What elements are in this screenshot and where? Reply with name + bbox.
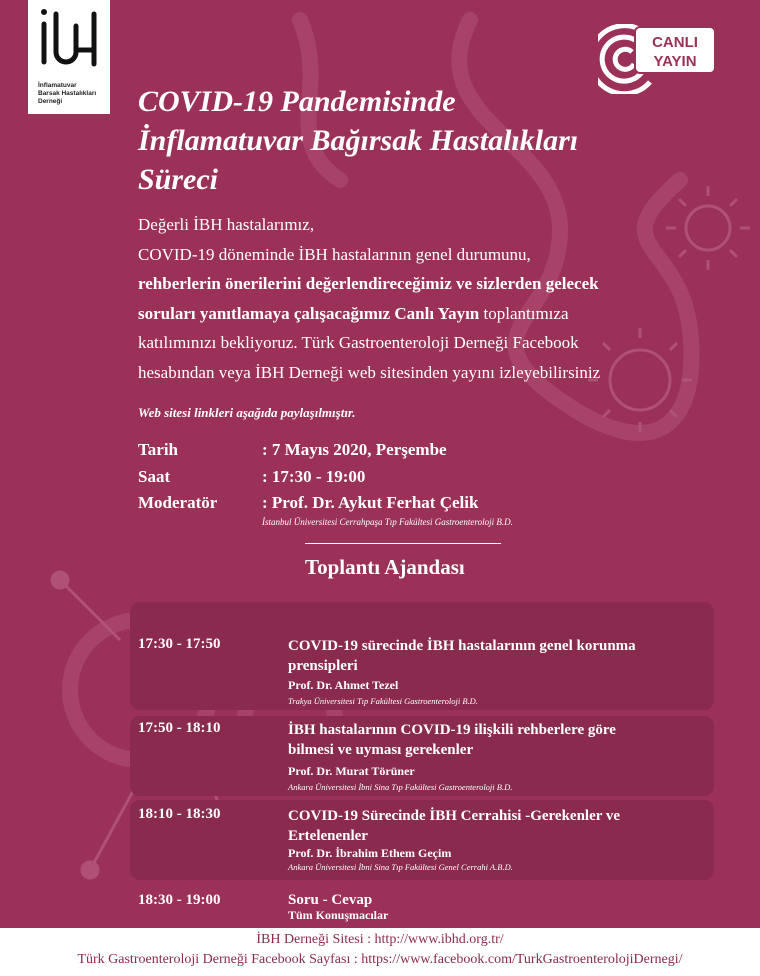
intro-bold: soruları yanıtlamaya çalışacağımız Canlı Yayın bbox=[138, 303, 480, 323]
divider bbox=[305, 543, 501, 544]
intro-line bbox=[138, 299, 708, 329]
intro-paragraph bbox=[138, 210, 708, 387]
topic-line: COVID-19 Sürecinde İBH Cerrahisi -Gerekenler ve bbox=[288, 808, 621, 824]
intro-text: toplantımıza bbox=[479, 303, 569, 323]
footer-facebook-link[interactable]: Türk Gastroenteroloji Derneği Facebook Sayfası : https://www.facebook.com/TurkGastroenterolojiDernegi/ bbox=[77, 952, 683, 967]
intro-line: katılımınızı bekliyoruz. Türk Gastroenteroloji Derneği Facebook bbox=[138, 333, 579, 352]
live-badge-label bbox=[634, 26, 716, 74]
topic-line: COVID-19 sürecinde İBH hastalarının genel korunma bbox=[288, 638, 636, 654]
links-note: Web sitesi linkleri aşağıda paylaşılmıştır. bbox=[138, 405, 356, 420]
live-badge-line: YAYIN bbox=[653, 53, 697, 70]
page-title bbox=[138, 82, 698, 199]
topic-line: İBH hastalarının COVID-19 ilişkili rehberlere göre bbox=[288, 722, 616, 738]
footer bbox=[0, 930, 760, 970]
live-badge-line: CANLI bbox=[652, 34, 698, 51]
intro-line: COVID-19 döneminde İBH hastalarının genel durumunu, bbox=[138, 244, 531, 264]
intro-line bbox=[138, 269, 708, 299]
agenda-row-time: 18:10 - 18:30 bbox=[138, 806, 221, 822]
agenda-row-topic bbox=[288, 890, 718, 910]
agenda-row-speaker: Prof. Dr. İbrahim Ethem Geçim bbox=[288, 846, 452, 860]
logo-text-line: İnflamatuvar bbox=[38, 82, 77, 89]
intro-bold: rehberlerin önerilerini değerlendireceğimiz ve sizlerden gelecek bbox=[138, 274, 599, 293]
moderator-value: : Prof. Dr. Aykut Ferhat Çelik bbox=[262, 493, 479, 512]
title-line: COVID-19 Pandemisinde bbox=[138, 85, 456, 118]
agenda-row-speaker: Prof. Dr. Murat Törüner bbox=[288, 764, 415, 778]
agenda-row-speaker: Prof. Dr. Ahmet Tezel bbox=[288, 678, 399, 692]
agenda-row-affiliation: Ankara Üniversitesi İbni Sina Tıp Fakültesi Gastroenteroloji B.D. bbox=[288, 782, 513, 792]
agenda-row-speaker: Tüm Konuşmacılar bbox=[288, 908, 389, 922]
agenda-row-affiliation: Trakya Üniversitesi Tıp Fakültesi Gastroenteroloji B.D. bbox=[288, 696, 478, 706]
title-line: İnflamatuvar Bağırsak Hastalıkları bbox=[138, 124, 579, 157]
footer-site-link[interactable]: İBH Derneği Sitesi : http://www.ibhd.org.tr/ bbox=[256, 932, 504, 947]
agenda-row-time: 17:50 - 18:10 bbox=[138, 720, 221, 736]
agenda-row-topic bbox=[288, 636, 718, 676]
moderator-label: Moderatör bbox=[138, 493, 218, 512]
topic-line: bilmesi ve uyması gerekenler bbox=[288, 742, 474, 758]
time-label: Saat bbox=[138, 467, 171, 486]
intro-line: hesabından veya İBH Derneği web sitesinden yayını izleyebilirsiniz bbox=[138, 362, 601, 382]
topic-line: prensipleri bbox=[288, 658, 358, 674]
time-value: : 17:30 - 19:00 bbox=[262, 467, 366, 486]
agenda-row-affiliation: Ankara Üniversitesi İbni Sina Tıp Fakültesi Genel Cerrahi A.B.D. bbox=[288, 862, 513, 872]
agenda-row-time: 18:30 - 19:00 bbox=[138, 892, 221, 908]
logo-text-line: Derneği bbox=[38, 98, 63, 105]
agenda-title: Toplantı Ajandası bbox=[305, 555, 465, 579]
intro-greeting: Değerli İBH hastalarımız, bbox=[138, 215, 315, 234]
agenda-row-topic bbox=[288, 806, 718, 846]
logo bbox=[28, 0, 110, 114]
moderator-affiliation: İstanbul Üniversitesi Cerrahpaşa Tıp Fakültesi Gastroenteroloji B.D. bbox=[262, 517, 513, 527]
agenda-row-topic bbox=[288, 720, 718, 760]
title-line: Süreci bbox=[138, 163, 219, 196]
agenda-row-time: 17:30 - 17:50 bbox=[138, 636, 221, 652]
logo-text-line: Barsak Hastalıkları bbox=[38, 90, 97, 97]
date-value: : 7 Mayıs 2020, Perşembe bbox=[262, 440, 447, 459]
topic-line: Soru - Cevap bbox=[288, 892, 373, 908]
topic-line: Ertelenenler bbox=[288, 828, 368, 844]
logo-text bbox=[38, 82, 108, 106]
date-label: Tarih bbox=[138, 440, 179, 459]
ibh-logo-icon bbox=[36, 4, 102, 74]
